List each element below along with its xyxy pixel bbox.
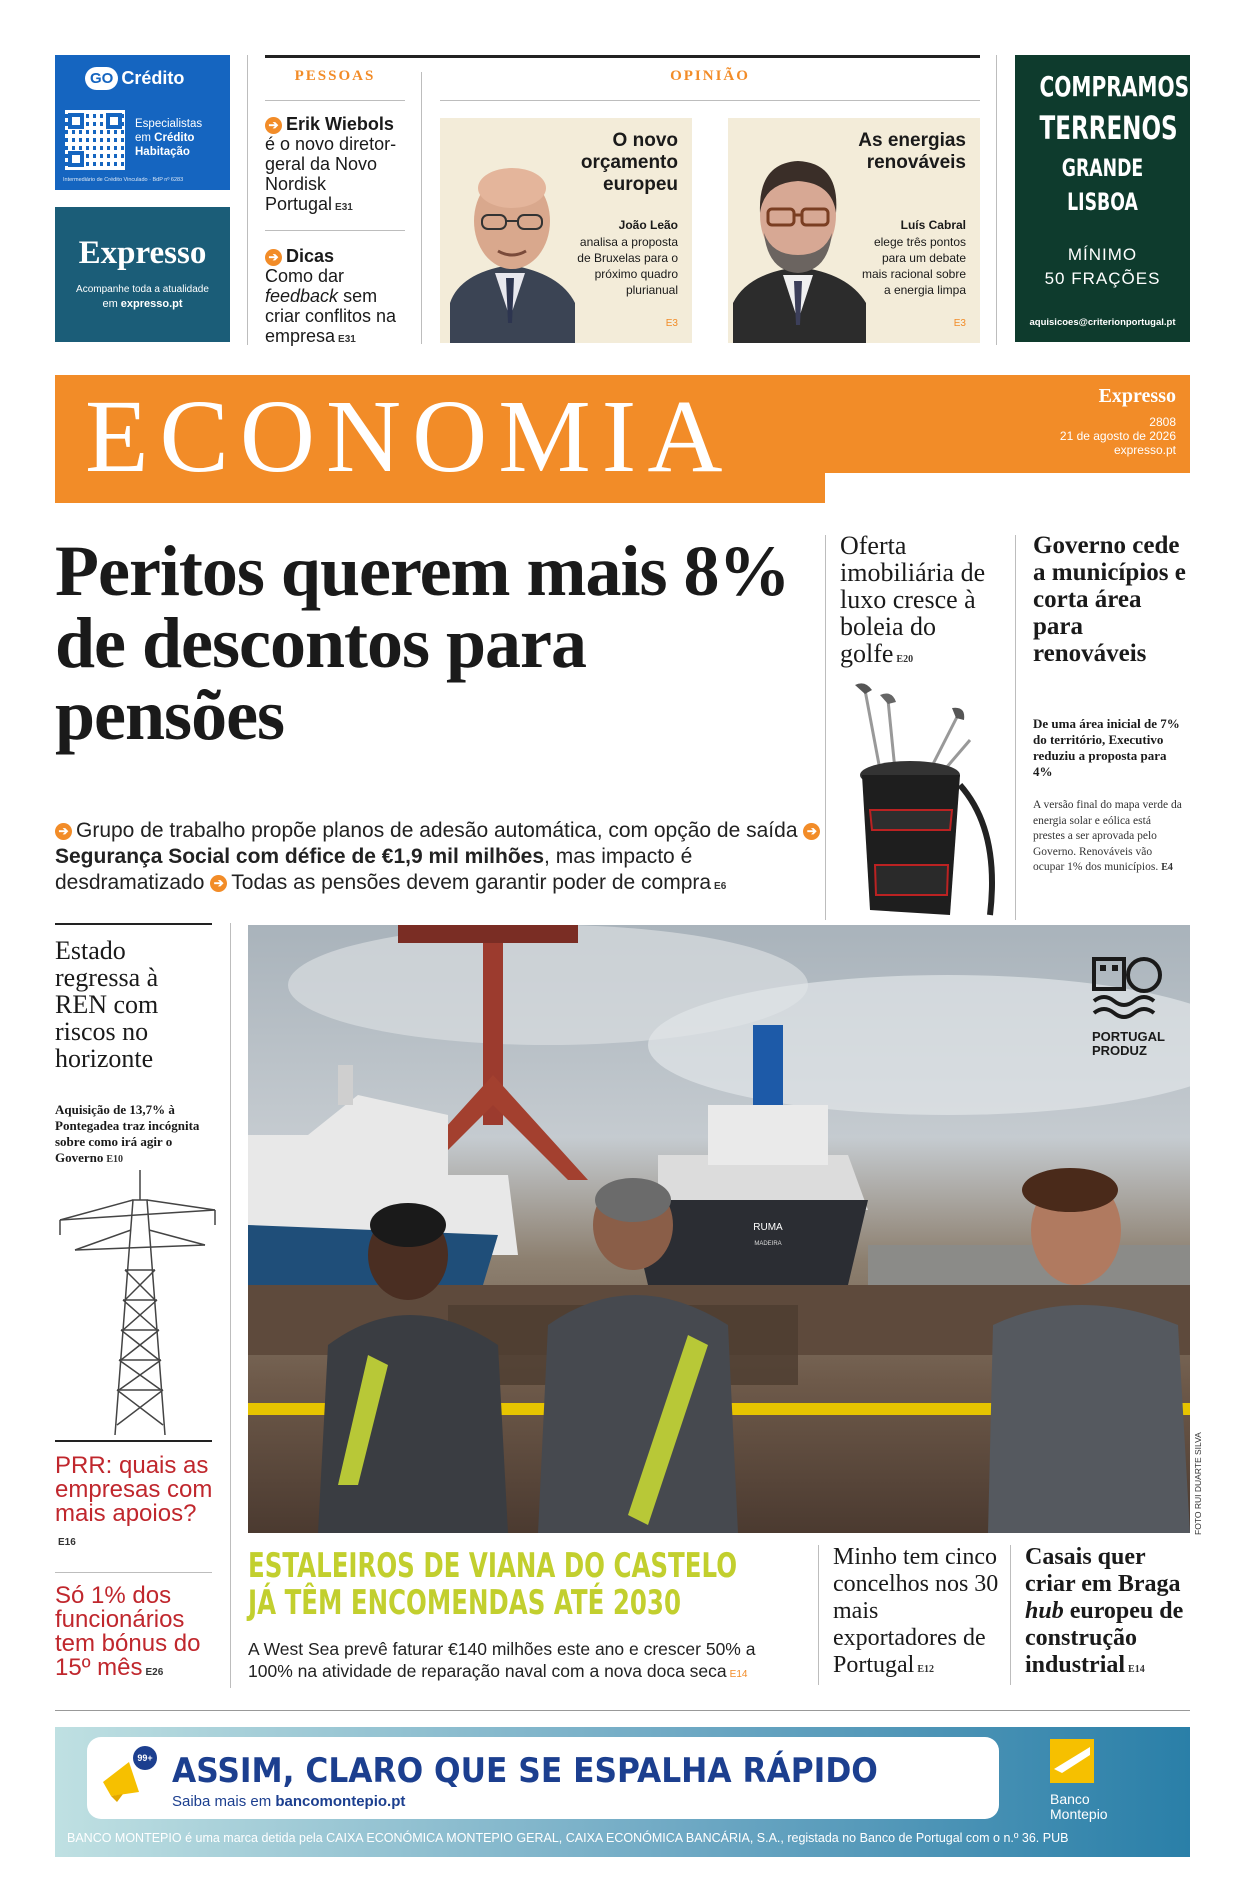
gocredito-logo: GO Crédito bbox=[85, 63, 184, 93]
pylon-image bbox=[55, 1160, 220, 1435]
expresso-ad[interactable]: Expresso Acompanhe toda a atualidade em expresso.pt bbox=[55, 207, 230, 342]
divider bbox=[825, 535, 826, 920]
montepio-logo: Banco Montepio bbox=[1050, 1739, 1140, 1822]
municipios-dek: De uma área inicial de 7% do território, Executivo reduziu a proposta para 4% bbox=[1033, 716, 1180, 779]
opinion-ref-cabral: E3 bbox=[953, 318, 966, 329]
montepio-sub: Saiba mais em bancomontepio.pt bbox=[172, 1793, 406, 1810]
notification-badge: 99+ bbox=[133, 1746, 157, 1770]
masthead-site: expresso.pt bbox=[1113, 443, 1176, 457]
portugal-produz-badge: PORTUGAL PRODUZ bbox=[1092, 955, 1162, 1058]
montepio-headline: ASSIM, CLARO QUE SE ESPALHA RÁPIDO bbox=[172, 1751, 878, 1791]
braga-story[interactable]: Casais quer criar em Braga hub europeu de construção industrial E14 bbox=[1025, 1544, 1184, 1678]
photo-credit: FOTO RUI DUARTE SILVA bbox=[1193, 1432, 1203, 1535]
top-rule bbox=[265, 55, 980, 58]
arrow-icon: ➔ bbox=[803, 823, 820, 840]
municipios-title[interactable]: Governo cede a municípios e corta área para renováveis bbox=[1033, 532, 1186, 667]
arrow-icon: ➔ bbox=[265, 249, 282, 266]
divider bbox=[1010, 1545, 1011, 1685]
opinion-author-leao: João Leão bbox=[618, 218, 678, 232]
pessoas-item-dicas[interactable]: ➔ Dicas Como dar feedback sem criar conflitos na empresa E31 bbox=[265, 246, 397, 346]
estaleiros-title[interactable]: ESTALEIROS DE VIANA DO CASTELO JÁ TÊM ENCOMENDAS ATÉ 2030 bbox=[248, 1546, 738, 1623]
megaphone-icon bbox=[99, 1752, 151, 1804]
gocredito-fine-print: Intermediário de Crédito Vinculado · BdP nº 6283 bbox=[63, 177, 184, 183]
golf-bag-image bbox=[840, 680, 1015, 920]
montepio-ad-panel bbox=[87, 1737, 999, 1819]
divider bbox=[55, 1710, 1190, 1711]
opinion-card-leao[interactable] bbox=[440, 118, 692, 343]
divider bbox=[265, 230, 405, 231]
gocredito-ad[interactable] bbox=[55, 55, 230, 190]
ship-port: MADEIRA bbox=[754, 1241, 782, 1247]
ship-name: RUMA bbox=[753, 1222, 783, 1233]
opinion-text-cabral: elege três pontos para um debate mais racional sobre a energia limpa bbox=[861, 235, 966, 297]
opinion-author-cabral: Luís Cabral bbox=[900, 218, 966, 232]
qr-code-icon bbox=[65, 110, 125, 170]
montepio-logo-icon bbox=[1050, 1739, 1094, 1783]
gocredito-tagline: Especialistas em Crédito Habitação bbox=[135, 118, 203, 158]
divider bbox=[1015, 535, 1016, 920]
masthead bbox=[55, 375, 1190, 503]
divider bbox=[265, 100, 405, 101]
divider bbox=[55, 1572, 212, 1573]
opinion-text-leao: analisa a proposta de Bruxelas para o próximo quadro plurianual bbox=[577, 235, 678, 297]
section-title: ECONOMIA bbox=[85, 379, 734, 494]
divider bbox=[421, 72, 422, 344]
go-badge: GO bbox=[85, 67, 118, 90]
arrow-icon: ➔ bbox=[55, 823, 72, 840]
masthead-date: 21 de agosto de 2026 bbox=[1059, 429, 1176, 443]
shipyard-photo bbox=[248, 925, 1190, 1533]
bonus-story[interactable]: Só 1% dos funcionários tem bónus do 15º mês E26 bbox=[55, 1582, 201, 1681]
ren-title[interactable]: Estado regressa à REN com riscos no horizonte bbox=[55, 936, 159, 1073]
ren-dek: Aquisição de 13,7% à Pontegadea traz incógnita sobre como irá agir o Governo E10 bbox=[55, 1102, 200, 1165]
terrenos-ad[interactable]: COMPRAMOS TERRENOS GRANDE LISBOA MÍNIMO 50 FRAÇÕES aquisicoes@criterionportugal.pt bbox=[1015, 55, 1190, 342]
golfe-story[interactable]: Oferta imobiliária de luxo cresce à boleia do golfe E20 bbox=[840, 531, 986, 668]
masthead-paper: Expresso bbox=[1098, 385, 1176, 407]
expresso-logo: Expresso bbox=[78, 235, 207, 271]
divider bbox=[230, 923, 231, 1688]
opinion-ref-leao: E3 bbox=[665, 318, 678, 329]
pessoas-label: PESSOAS bbox=[294, 68, 376, 84]
opinion-title-cabral: As energias renováveis bbox=[858, 130, 966, 173]
opinion-card-cabral[interactable] bbox=[728, 118, 980, 343]
opinion-title-leao: O novo orçamento europeu bbox=[580, 130, 678, 195]
divider bbox=[996, 55, 997, 345]
top-rule bbox=[55, 1440, 212, 1442]
prr-story[interactable]: PRR: quais as empresas com mais apoios?E16 bbox=[55, 1452, 213, 1548]
arrow-icon: ➔ bbox=[210, 875, 227, 892]
estaleiros-text: A West Sea prevê faturar €140 milhões este ano e crescer 50% a 100% na atividade de reparação naval com a nova doca seca E14 bbox=[248, 1639, 756, 1681]
arrow-icon: ➔ bbox=[265, 117, 282, 134]
portugal-produz-icon bbox=[1092, 955, 1162, 1025]
pessoas-item-wiebols[interactable]: ➔ Erik Wiebols é o novo diretor-geral da Novo Nordisk Portugal E31 bbox=[265, 114, 397, 214]
opiniao-label: OPINIÃO bbox=[670, 68, 750, 84]
divider bbox=[247, 55, 248, 345]
lead-bullets: ➔ Grupo de trabalho propõe planos de adesão automática, com opção de saída ➔Segurança Social com défice de €1,9 mil milhões, mas impacto é desdramatizado ➔ Todas as pensões devem garantir poder de compra E6 bbox=[55, 818, 825, 900]
divider bbox=[440, 100, 980, 101]
minho-story[interactable]: Minho tem cinco concelhos nos 30 mais exportadores de Portugal E12 bbox=[833, 1544, 999, 1678]
municipios-body: A versão final do mapa verde da energia solar e eólica está prestes a ser aprovada pelo Governo. Renováveis vão ocupar 1% dos municípios. E4 bbox=[1033, 799, 1182, 873]
montepio-fine-print: BANCO MONTEPIO é uma marca detida pela CAIXA ECONÓMICA MONTEPIO GERAL, CAIXA ECONÓMICA BANCÁRIA, S.A., registada no Banco de Portugal com o n.º 36. PUB bbox=[67, 1831, 1069, 1845]
terrenos-email[interactable]: aquisicoes@criterionportugal.pt bbox=[1029, 317, 1176, 328]
montepio-ad[interactable] bbox=[55, 1727, 1190, 1857]
top-rule bbox=[55, 923, 212, 925]
masthead-issue: 2808 bbox=[1149, 415, 1176, 429]
divider bbox=[818, 1545, 819, 1685]
lead-headline[interactable]: Peritos querem mais 8% de descontos para pensões bbox=[55, 531, 790, 755]
